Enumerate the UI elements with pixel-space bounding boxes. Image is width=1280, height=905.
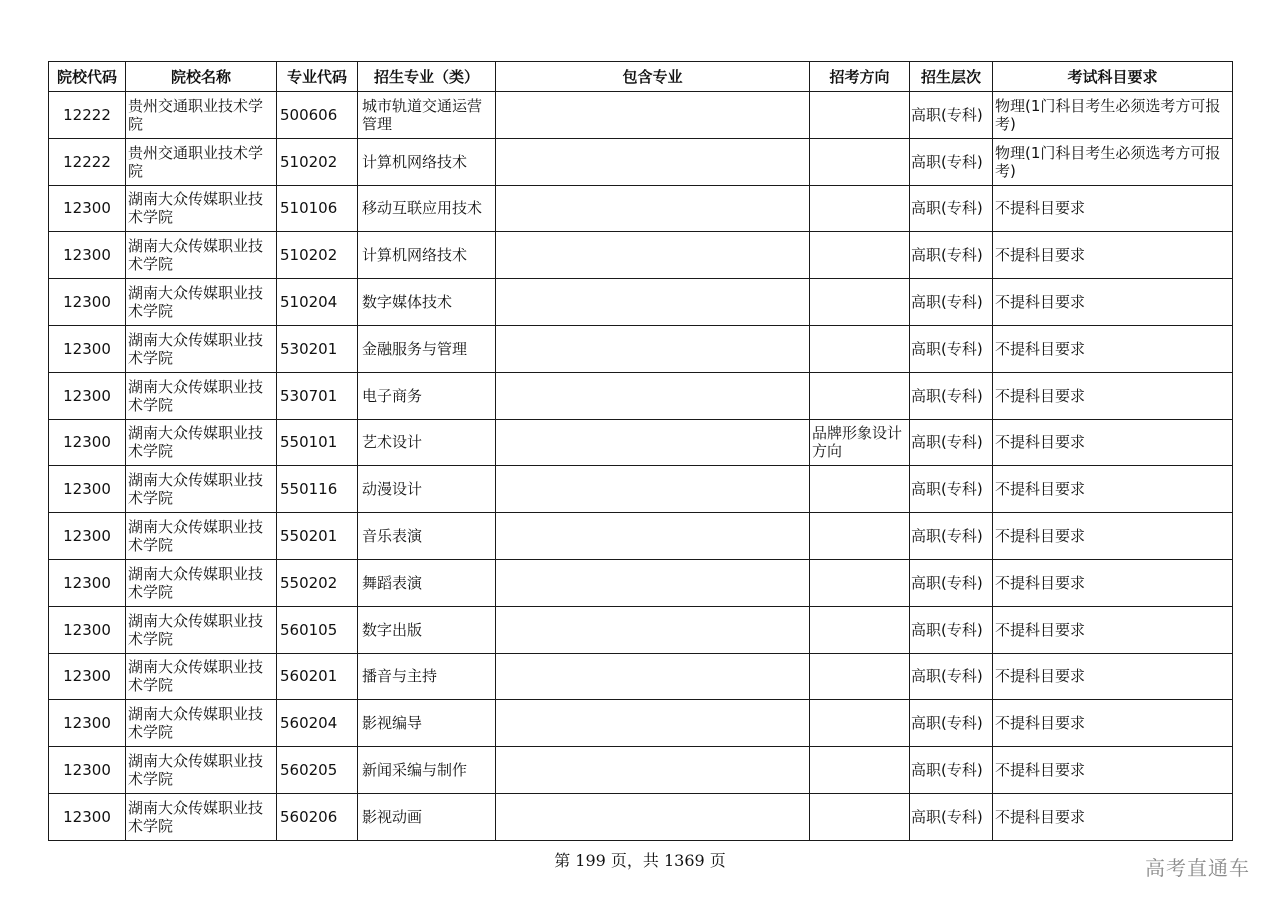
- cell-school-name: 湖南大众传媒职业技术学院: [126, 419, 277, 466]
- header-level: 招生层次: [910, 62, 993, 92]
- header-major: 招生专业（类）: [358, 62, 496, 92]
- header-included-majors: 包含专业: [496, 62, 810, 92]
- table-body: [49, 92, 1233, 841]
- cell-school-name: 湖南大众传媒职业技术学院: [126, 793, 277, 840]
- header-major-code: 专业代码: [277, 62, 358, 92]
- cell-requirement: 不提科目要求: [993, 606, 1233, 653]
- cell-requirement: 物理(1门科目考生必须选考方可报考): [993, 138, 1233, 185]
- table-row: [49, 513, 1233, 560]
- cell-requirement: 不提科目要求: [993, 700, 1233, 747]
- cell-direction: [810, 559, 910, 606]
- cell-school-name: 贵州交通职业技术学院: [126, 92, 277, 139]
- cell-level: 高职(专科): [910, 559, 993, 606]
- cell-level: 高职(专科): [910, 92, 993, 139]
- admission-table: [48, 61, 1233, 841]
- cell-major: 电子商务: [358, 372, 496, 419]
- cell-major-code: 510202: [277, 232, 358, 279]
- cell-school-code: 12300: [49, 700, 126, 747]
- cell-direction: [810, 92, 910, 139]
- cell-level: 高职(专科): [910, 606, 993, 653]
- header-school-code: 院校代码: [49, 62, 126, 92]
- cell-requirement: 不提科目要求: [993, 279, 1233, 326]
- table-row: [49, 232, 1233, 279]
- cell-included-majors: [496, 793, 810, 840]
- cell-included-majors: [496, 325, 810, 372]
- cell-major-code: 560205: [277, 747, 358, 794]
- cell-school-name: 湖南大众传媒职业技术学院: [126, 606, 277, 653]
- table-row: [49, 419, 1233, 466]
- cell-school-name: 湖南大众传媒职业技术学院: [126, 325, 277, 372]
- cell-level: 高职(专科): [910, 325, 993, 372]
- cell-major: 影视动画: [358, 793, 496, 840]
- cell-level: 高职(专科): [910, 700, 993, 747]
- cell-school-code: 12300: [49, 466, 126, 513]
- cell-requirement: 物理(1门科目考生必须选考方可报考): [993, 92, 1233, 139]
- cell-school-name: 贵州交通职业技术学院: [126, 138, 277, 185]
- cell-included-majors: [496, 372, 810, 419]
- cell-major: 舞蹈表演: [358, 559, 496, 606]
- cell-included-majors: [496, 606, 810, 653]
- header-row: [49, 62, 1233, 92]
- table-row: [49, 466, 1233, 513]
- cell-included-majors: [496, 185, 810, 232]
- cell-major: 音乐表演: [358, 513, 496, 560]
- cell-school-name: 湖南大众传媒职业技术学院: [126, 279, 277, 326]
- table-row: [49, 653, 1233, 700]
- cell-school-code: 12300: [49, 232, 126, 279]
- cell-major-code: 550201: [277, 513, 358, 560]
- cell-direction: [810, 325, 910, 372]
- cell-school-code: 12300: [49, 747, 126, 794]
- cell-major: 移动互联应用技术: [358, 185, 496, 232]
- cell-requirement: 不提科目要求: [993, 466, 1233, 513]
- cell-school-name: 湖南大众传媒职业技术学院: [126, 559, 277, 606]
- cell-school-code: 12300: [49, 185, 126, 232]
- cell-included-majors: [496, 653, 810, 700]
- cell-direction: [810, 606, 910, 653]
- cell-school-code: 12300: [49, 419, 126, 466]
- cell-direction: [810, 513, 910, 560]
- cell-direction: [810, 793, 910, 840]
- cell-major: 计算机网络技术: [358, 138, 496, 185]
- cell-included-majors: [496, 513, 810, 560]
- cell-requirement: 不提科目要求: [993, 372, 1233, 419]
- cell-included-majors: [496, 747, 810, 794]
- cell-included-majors: [496, 279, 810, 326]
- cell-direction: [810, 185, 910, 232]
- cell-major: 播音与主持: [358, 653, 496, 700]
- cell-major: 城市轨道交通运营管理: [358, 92, 496, 139]
- cell-major: 艺术设计: [358, 419, 496, 466]
- cell-school-code: 12222: [49, 138, 126, 185]
- cell-level: 高职(专科): [910, 232, 993, 279]
- cell-school-code: 12300: [49, 513, 126, 560]
- cell-direction: [810, 466, 910, 513]
- cell-school-code: 12222: [49, 92, 126, 139]
- table-row: [49, 138, 1233, 185]
- cell-major: 影视编导: [358, 700, 496, 747]
- cell-included-majors: [496, 232, 810, 279]
- table-row: [49, 372, 1233, 419]
- cell-requirement: 不提科目要求: [993, 232, 1233, 279]
- cell-major-code: 530201: [277, 325, 358, 372]
- table-row: [49, 793, 1233, 840]
- cell-school-code: 12300: [49, 559, 126, 606]
- cell-school-name: 湖南大众传媒职业技术学院: [126, 700, 277, 747]
- cell-level: 高职(专科): [910, 747, 993, 794]
- page-number: 第 199 页，共 1369 页: [554, 851, 726, 870]
- cell-level: 高职(专科): [910, 279, 993, 326]
- cell-included-majors: [496, 92, 810, 139]
- cell-major-code: 550101: [277, 419, 358, 466]
- cell-major-code: 500606: [277, 92, 358, 139]
- table-row: [49, 559, 1233, 606]
- cell-major: 新闻采编与制作: [358, 747, 496, 794]
- header-requirement: 考试科目要求: [993, 62, 1233, 92]
- cell-requirement: 不提科目要求: [993, 747, 1233, 794]
- cell-level: 高职(专科): [910, 653, 993, 700]
- cell-school-name: 湖南大众传媒职业技术学院: [126, 513, 277, 560]
- cell-level: 高职(专科): [910, 138, 993, 185]
- header-direction: 招考方向: [810, 62, 910, 92]
- cell-direction: 品牌形象设计方向: [810, 419, 910, 466]
- cell-requirement: 不提科目要求: [993, 653, 1233, 700]
- table-row: [49, 325, 1233, 372]
- cell-included-majors: [496, 138, 810, 185]
- cell-direction: [810, 232, 910, 279]
- cell-major-code: 530701: [277, 372, 358, 419]
- cell-direction: [810, 279, 910, 326]
- watermark-logo-text: 高考直通车: [1145, 856, 1250, 880]
- cell-major-code: 560105: [277, 606, 358, 653]
- cell-requirement: 不提科目要求: [993, 325, 1233, 372]
- cell-requirement: 不提科目要求: [993, 559, 1233, 606]
- table-header: [49, 62, 1233, 92]
- cell-major-code: 550202: [277, 559, 358, 606]
- cell-school-code: 12300: [49, 793, 126, 840]
- cell-included-majors: [496, 419, 810, 466]
- cell-direction: [810, 372, 910, 419]
- table-row: [49, 279, 1233, 326]
- cell-school-code: 12300: [49, 606, 126, 653]
- cell-school-code: 12300: [49, 372, 126, 419]
- cell-major-code: 510202: [277, 138, 358, 185]
- cell-level: 高职(专科): [910, 793, 993, 840]
- table-row: [49, 185, 1233, 232]
- cell-requirement: 不提科目要求: [993, 419, 1233, 466]
- cell-level: 高职(专科): [910, 419, 993, 466]
- cell-level: 高职(专科): [910, 372, 993, 419]
- cell-school-name: 湖南大众传媒职业技术学院: [126, 185, 277, 232]
- cell-major-code: 510204: [277, 279, 358, 326]
- cell-requirement: 不提科目要求: [993, 793, 1233, 840]
- cell-major: 金融服务与管理: [358, 325, 496, 372]
- cell-major: 计算机网络技术: [358, 232, 496, 279]
- cell-level: 高职(专科): [910, 466, 993, 513]
- cell-major: 动漫设计: [358, 466, 496, 513]
- cell-major-code: 510106: [277, 185, 358, 232]
- table-row: [49, 747, 1233, 794]
- cell-school-name: 湖南大众传媒职业技术学院: [126, 653, 277, 700]
- cell-school-name: 湖南大众传媒职业技术学院: [126, 232, 277, 279]
- cell-school-name: 湖南大众传媒职业技术学院: [126, 372, 277, 419]
- cell-major: 数字媒体技术: [358, 279, 496, 326]
- cell-major-code: 550116: [277, 466, 358, 513]
- cell-major-code: 560204: [277, 700, 358, 747]
- cell-level: 高职(专科): [910, 513, 993, 560]
- cell-included-majors: [496, 559, 810, 606]
- cell-direction: [810, 747, 910, 794]
- cell-major: 数字出版: [358, 606, 496, 653]
- table-row: [49, 606, 1233, 653]
- cell-direction: [810, 700, 910, 747]
- cell-school-code: 12300: [49, 325, 126, 372]
- cell-level: 高职(专科): [910, 185, 993, 232]
- cell-requirement: 不提科目要求: [993, 185, 1233, 232]
- cell-school-name: 湖南大众传媒职业技术学院: [126, 466, 277, 513]
- cell-major-code: 560206: [277, 793, 358, 840]
- cell-included-majors: [496, 466, 810, 513]
- cell-requirement: 不提科目要求: [993, 513, 1233, 560]
- cell-direction: [810, 653, 910, 700]
- cell-direction: [810, 138, 910, 185]
- cell-school-code: 12300: [49, 653, 126, 700]
- table-row: [49, 700, 1233, 747]
- table-row: [49, 92, 1233, 139]
- cell-included-majors: [496, 700, 810, 747]
- cell-school-name: 湖南大众传媒职业技术学院: [126, 747, 277, 794]
- cell-school-code: 12300: [49, 279, 126, 326]
- admission-table-container: [48, 61, 1233, 841]
- header-school-name: 院校名称: [126, 62, 277, 92]
- cell-major-code: 560201: [277, 653, 358, 700]
